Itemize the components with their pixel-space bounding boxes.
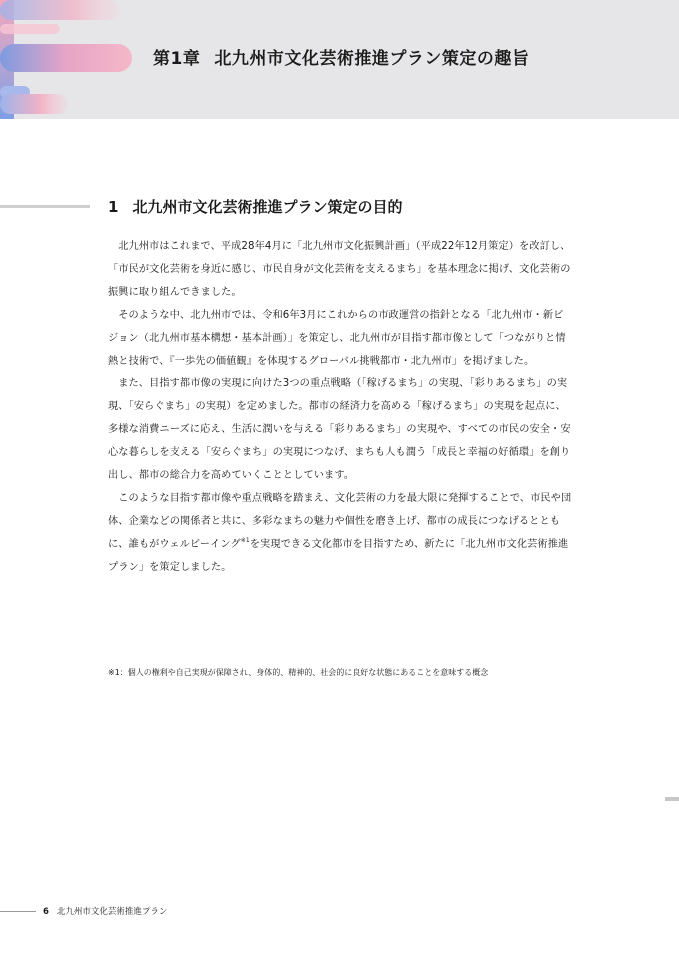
- paragraph-2: そのような中、北九州市では、令和6年3月にこれからの市政運営の指針となる「北九州市・新ビジョン（北九州市基本構想・基本計画）」を策定し、北九州市が目指す都市像として「つながりと情熱と技術で、『一歩先の価値観』を体現するグローバル挑戦都市・北九州市」を掲げました。: [108, 309, 566, 367]
- section-divider: [0, 205, 90, 208]
- page-footer: [43, 905, 167, 917]
- section-number: 1: [108, 198, 119, 216]
- chapter-title-text: 北九州市文化芸術推進プラン策定の趣旨: [214, 49, 530, 69]
- paragraph-1: 北九州市はこれまで、平成28年4月に「北九州市文化振興計画」（平成22年12月策定）を改訂し、「市民が文化芸術を身近に感じ、市民自身が文化芸術を支えるまち」を基本理念に掲げ、文化芸術の振興に取り組んできました。: [108, 241, 571, 298]
- section-heading: [108, 196, 402, 217]
- page-number: 6: [43, 907, 49, 917]
- chapter-number: 第1章: [153, 49, 201, 69]
- decorative-gradient-icon: [0, 0, 140, 119]
- section-title: 北九州市文化芸術推進プラン策定の目的: [132, 198, 403, 216]
- footnote: ※1：個人の権利や自己実現が保障され、身体的、精神的、社会的に良好な状態にあることを意味する概念: [108, 668, 489, 677]
- paragraph-3: また、目指す都市像の実現に向けた3つの重点戦略（「稼げるまち」の実現、「彩りあるまち」の実現、「安らぐまち」の実現）を定めました。都市の経済力を高める「稼げるまち」の実現を起点に、多様な消費ニーズに応え、生活に潤いを与える「彩りあるまち」の実現や、すべての市民の安全・安心な暮らしを支える「安らぐまち」の実現につなげ、まちも人も潤う「成長と幸福の好循環」を創り出し、都市の総合力を高めていくこととしています。: [108, 378, 571, 482]
- chapter-title: [153, 44, 529, 69]
- chapter-header: [0, 0, 679, 119]
- side-tab-marker: [665, 797, 679, 801]
- footnote-reference: ※1: [240, 536, 250, 544]
- footer-divider: [0, 911, 36, 912]
- paragraph-4-text-after: を実現できる文化都市を目指すため、新たに「北九州市文化芸術推進プラン」を策定しました。: [108, 538, 569, 573]
- paragraph-4-text-before: このような目指す都市像や重点戦略を踏まえ、文化芸術の力を最大限に発揮することで、市民や団体、企業などの関係者と共に、多彩なまちの魅力や個性を磨き上げ、都市の成長につなげるとともに、誰もがウェルビーイング: [108, 492, 572, 550]
- paragraph-4: [108, 488, 572, 580]
- footer-document-title: 北九州市文化芸術推進プラン: [56, 907, 168, 917]
- body-text: [108, 236, 572, 580]
